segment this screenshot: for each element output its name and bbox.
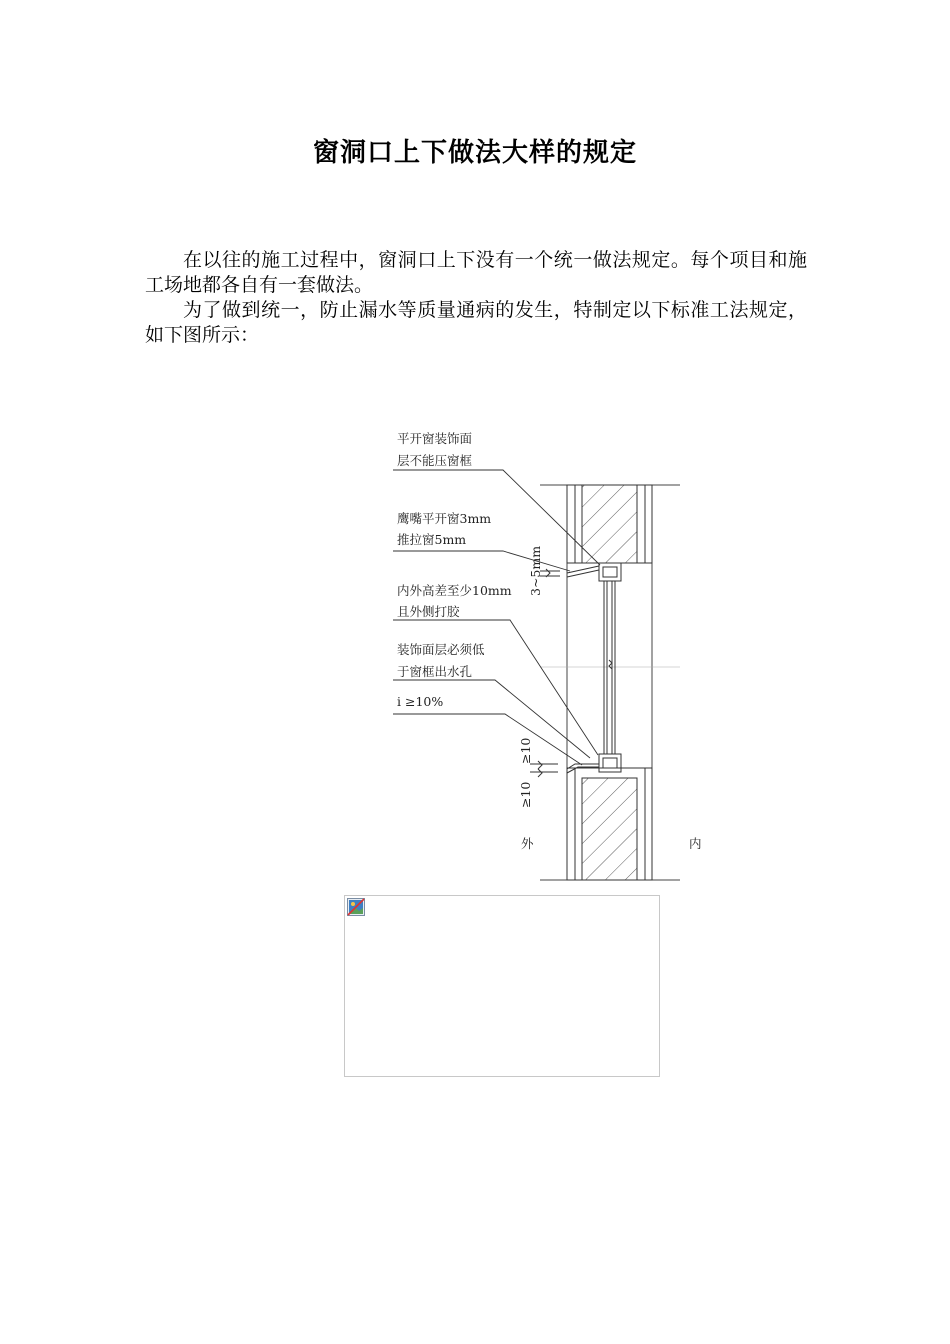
dimension-label: ≥10 (518, 781, 533, 808)
annotation-text: 内外高差至少10mm (397, 583, 512, 598)
annotation-text: i ≥10% (397, 694, 444, 709)
body-text (145, 248, 807, 348)
paragraph: 在以往的施工过程中，窗洞口上下没有一个统一做法规定。每个项目和施工场地都各自有一套做法。 (145, 249, 807, 296)
annotation-text: 且外侧打胶 (397, 604, 460, 619)
annotation-text: 推拉窗5mm (397, 532, 467, 547)
annotation-text: 装饰面层必须低 (397, 642, 485, 657)
broken-image-icon (347, 898, 365, 916)
inside-label: 内 (689, 836, 702, 851)
lower-wall-section (567, 768, 652, 880)
upper-wall-section (567, 485, 652, 563)
annotation-text: 于窗框出水孔 (397, 664, 473, 679)
annotation-text: 层不能压窗框 (397, 453, 473, 468)
outside-label: 外 (521, 836, 534, 851)
sill-finish (567, 566, 599, 773)
annotation-text: 鹰嘴平开窗3mm (397, 511, 492, 526)
annotation-text: 平开窗装饰面 (397, 431, 473, 446)
paragraph: 为了做到统一，防止漏水等质量通病的发生，特制定以下标准工法规定，如下图所示： (145, 299, 807, 346)
document-title: 窗洞口上下做法大样的规定 (312, 138, 637, 168)
dimension-label: 3~5mm (528, 545, 543, 596)
dimension-label: ≥10 (518, 737, 533, 764)
window-opening-detail-drawing (380, 420, 710, 890)
broken-image-placeholder (344, 895, 660, 1077)
window-frame (599, 563, 621, 772)
